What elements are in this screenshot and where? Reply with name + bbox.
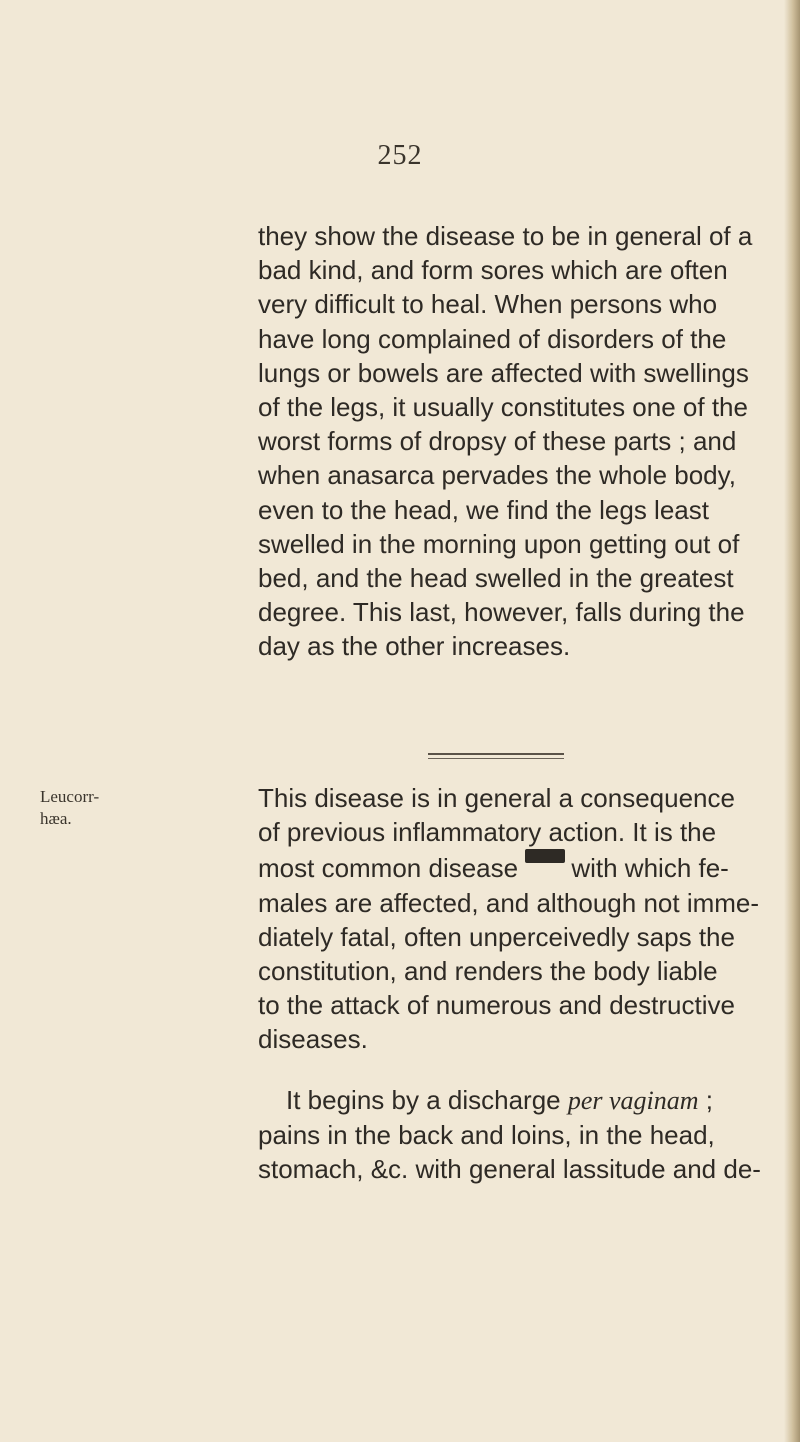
margin-note-line: Leucorr- [40,787,100,806]
text-line [258,849,778,885]
margin-note-line: hæa. [40,809,72,828]
page-number: 252 [377,140,423,171]
text-line: of previous inflammatory action. It is the [258,817,717,848]
text-line: very difficult to heal. When persons who [258,289,718,320]
text-line: of the legs, it usually constitutes one of the [258,392,748,423]
text-line [258,1083,778,1118]
text-line: have long complained of disorders of the [258,323,727,354]
margin-note-leucorrhaea [40,786,120,830]
text-line: swelled in the morning upon getting out of [258,528,740,559]
text-line: bed, and the head swelled in the greatest [258,563,734,594]
ink-blot-struck-word [525,849,565,863]
text-line: day as the other increases. [258,631,571,662]
text-fragment: ; [705,1085,714,1115]
text-line: This disease is in general a consequence [258,783,735,813]
paragraph-symptoms [258,1083,778,1187]
text-line: males are affected, and although not imme- [258,887,760,918]
section-divider-rule [428,753,564,761]
paragraph-dropsy-continuation [258,219,778,664]
text-line: degree. This last, however, falls during the [258,597,745,628]
paragraph-leucorrhaea-intro [258,781,778,1057]
text-line: diately fatal, often unperceivedly saps the [258,921,735,952]
text-line: to the attack of numerous and destructive [258,990,735,1021]
text-line: worst forms of dropsy of these parts ; and [258,426,737,457]
text-line: stomach, &c. with general lassitude and de- [258,1154,761,1185]
latin-phrase: per vaginam [567,1086,699,1115]
text-line: lungs or bowels are affected with swellings [258,357,749,388]
divider-line-top [428,753,564,755]
text-line: diseases. [258,1024,368,1055]
text-line: when anasarca pervades the whole body, [258,460,736,491]
text-line: pains in the back and loins, in the head, [258,1120,715,1151]
divider-line-bottom [428,758,564,759]
page-edge-shadow [784,0,800,1442]
text-fragment: with which fe- [571,853,729,884]
text-line: constitution, and renders the body liable [258,956,718,987]
text-fragment: most common disease [258,853,519,884]
text-fragment: It begins by a discharge [286,1085,561,1115]
text-line: bad kind, and form sores which are often [258,255,728,286]
text-line: they show the disease to be in general of a [258,221,753,251]
text-line: even to the head, we find the legs least [258,494,709,525]
